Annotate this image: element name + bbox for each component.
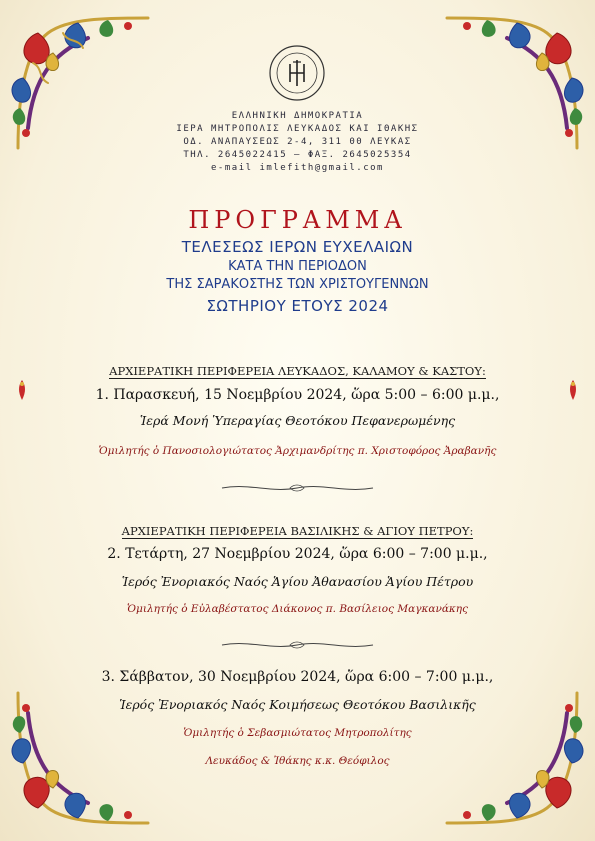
header-line-address: ΟΔ. ΑΝΑΠΑΥΣΕΩΣ 2-4, 311 00 ΛΕΥΚΑΣ — [183, 137, 412, 147]
section-2-date: 2. Τετάρτη, 27 Νοεμβρίου 2024, ὥρα 6:00 – 7:00 μ.μ., — [107, 546, 488, 562]
section-3-church: Ἱερός Ἐνοριακός Ναός Κοιμήσεως Θεοτόκου Βασιλικῆς — [119, 697, 476, 712]
section-3-speaker: Ὁμιλητής ὁ Σεβασμιώτατος Μητροπολίτης — [183, 727, 412, 739]
section-2-speaker: Ὁμιλητής ὁ Εὐλαβέστατος Διάκονος π. Βασίλειος Μαγκανάκης — [127, 603, 468, 615]
section-3-date: 3. Σάββατον, 30 Νοεμβρίου 2024, ὥρα 6:00 – 7:00 μ.μ., — [101, 669, 494, 685]
page-title: ΠΡΟΓΡΑΜΜΑ — [188, 206, 407, 234]
section-1-church: Ἱερά Μονή Ὑπεραγίας Θεοτόκου Πεφανερωμένης — [139, 413, 456, 428]
header-line-metropolis: ΙΕΡΑ ΜΗΤΡΟΠΟΛΙΣ ΛΕΥΚΑΔΟΣ ΚΑΙ ΙΘΑΚΗΣ — [176, 124, 419, 134]
subtitle-line-4: ΣΩΤΗΡΙΟΥ ΕΤΟΥΣ 2024 — [206, 297, 389, 315]
section-3-speaker-line-2: Λευκάδος & Ἰθάκης κ.κ. Θεόφιλος — [205, 755, 390, 767]
subtitle-line-3: ΤΗΣ ΣΑΡΑΚΟΣΤΗΣ ΤΩΝ ΧΡΙΣΤΟΥΓΕΝΝΩΝ — [166, 277, 429, 292]
subtitle-line-2: ΚΑΤΑ ΤΗΝ ΠΕΡΙΟΔΟΝ — [228, 259, 367, 274]
divider-ornament-icon — [220, 481, 375, 495]
section-1-speaker: Ὁμιλητής ὁ Πανοσιολογιώτατος Ἀρχιμανδρίτης π. Χριστοφόρος Ἀραβανῆς — [98, 445, 497, 457]
section-1-date: 1. Παρασκευή, 15 Νοεμβρίου 2024, ὥρα 5:00 – 6:00 μ.μ., — [95, 387, 500, 403]
region-label: ΑΡΧΙΕΡΑΤΙΚΗ ΠΕΡΙΦΕΡΕΙΑ ΛΕΥΚΑΔΟΣ, ΚΑΛΑΜΟΥ & ΚΑΣΤΟΥ: — [109, 364, 486, 378]
header-line-phone: ΤΗΛ. 2645022415 – ΦΑΞ. 2645025354 — [183, 150, 412, 160]
metropolis-seal-icon — [268, 44, 326, 102]
region-label: ΑΡΧΙΕΡΑΤΙΚΗ ΠΕΡΙΦΕΡΕΙΑ ΒΑΣΙΛΙΚΗΣ & ΑΓΙΟΥ ΠΕΤΡΟΥ: — [121, 524, 474, 538]
section-2-church: Ἱερός Ἐνοριακός Ναός Ἁγίου Ἀθανασίου Ἁγίου Πέτρου — [121, 574, 474, 589]
section-2-region — [0, 524, 595, 538]
header-line-email: e-mail imlefith@gmail.com — [211, 163, 384, 173]
divider-ornament-icon — [220, 638, 375, 652]
letterhead — [0, 110, 595, 175]
section-1-region — [0, 364, 595, 378]
header-line-republic: ΕΛΛΗΝΙΚΗ ΔΗΜΟΚΡΑΤΙΑ — [231, 111, 364, 121]
subtitle-line-1: ΤΕΛΕΣΕΩΣ ΙΕΡΩΝ ΕΥΧΕΛΑΙΩΝ — [181, 238, 414, 256]
